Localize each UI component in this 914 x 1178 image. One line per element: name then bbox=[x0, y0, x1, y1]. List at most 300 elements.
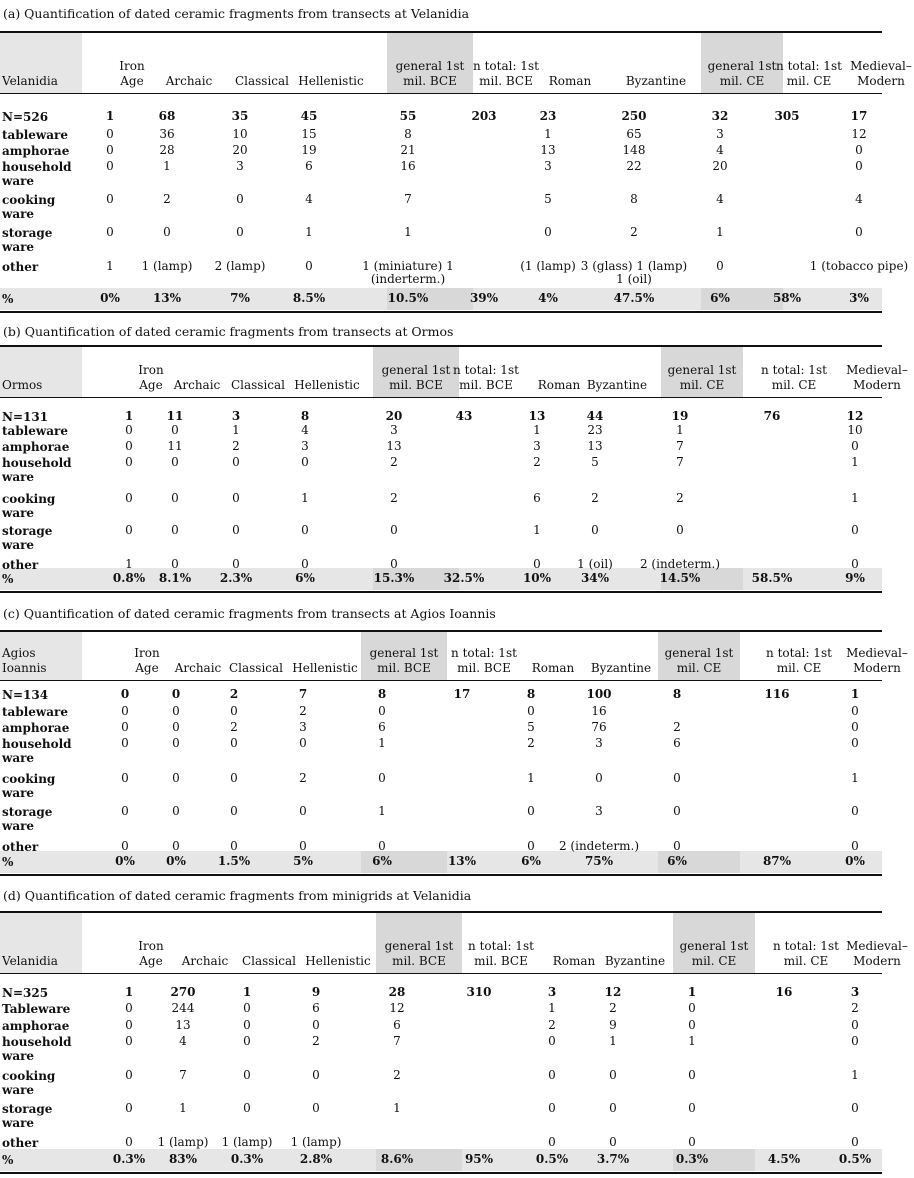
table-cell: 8.1% bbox=[158, 571, 192, 585]
table-cell: 2 bbox=[630, 225, 638, 239]
table-cell: 0 bbox=[591, 523, 599, 537]
row-label bbox=[2, 688, 48, 702]
column-header-label: Hellenistic bbox=[298, 74, 364, 88]
table-cell: 14.5% bbox=[659, 571, 701, 585]
table-cell: 7 bbox=[298, 687, 308, 701]
column-header bbox=[772, 33, 846, 89]
table-cell: 7 bbox=[393, 1034, 401, 1048]
column-header bbox=[162, 33, 216, 89]
row-label-text: % bbox=[2, 292, 14, 306]
table-cell: 0 bbox=[125, 523, 133, 537]
table-cell: 0 bbox=[533, 557, 541, 571]
column-header bbox=[290, 632, 360, 676]
table-cell: 1 bbox=[687, 985, 697, 999]
row-label bbox=[2, 558, 38, 572]
column-header bbox=[2, 33, 82, 89]
table-cell: 1 (oil) bbox=[577, 557, 613, 571]
row-label-text: Tableware bbox=[2, 1002, 71, 1016]
column-header bbox=[2, 347, 82, 393]
table-cell: 0 bbox=[125, 1101, 133, 1115]
table-cell: 0.5% bbox=[838, 1152, 872, 1166]
table-cell: 0 bbox=[688, 1001, 696, 1015]
column-header-label: Medieval–Modern bbox=[846, 939, 908, 968]
table-cell: 1 bbox=[850, 687, 860, 701]
table-cell: 15 bbox=[301, 127, 317, 141]
table-cell: 305 bbox=[774, 109, 800, 123]
table-cell: 1 bbox=[242, 985, 252, 999]
table-cell: 0 bbox=[171, 523, 179, 537]
table-cell: 0 bbox=[243, 1034, 251, 1048]
table-cell: 13 bbox=[175, 1018, 191, 1032]
column-header-label: n total: 1st mil. BCE bbox=[451, 646, 517, 675]
table-cell: 3.7% bbox=[596, 1152, 630, 1166]
table-cell: 0 bbox=[106, 143, 114, 157]
table-cell: 8 bbox=[526, 687, 536, 701]
table-cell: 0 bbox=[232, 491, 240, 505]
column-header bbox=[762, 632, 836, 676]
table-cell: 7% bbox=[230, 291, 250, 305]
table-cell: 0 bbox=[390, 557, 398, 571]
table-cell: 3 bbox=[595, 736, 603, 750]
table-cell: 6% bbox=[521, 854, 541, 868]
column-header bbox=[228, 347, 288, 393]
column-header-label: Medieval–Modern bbox=[846, 363, 908, 392]
row-label bbox=[2, 572, 13, 586]
table-cell: 1 bbox=[404, 225, 412, 239]
column-header-label: Classical bbox=[230, 378, 286, 392]
column-header bbox=[464, 913, 538, 969]
table-cell: 5 bbox=[591, 455, 599, 469]
row-label bbox=[2, 456, 74, 484]
row-label bbox=[2, 855, 13, 869]
column-header bbox=[239, 913, 299, 969]
table-cell: 3 bbox=[544, 159, 552, 173]
table-cell: 10 bbox=[232, 127, 248, 141]
column-header bbox=[178, 913, 232, 969]
table-cell: 1 bbox=[851, 771, 859, 785]
table-cell: 1 bbox=[533, 523, 541, 537]
column-header-label: n total: 1st mil. BCE bbox=[453, 363, 519, 392]
table-cell: 4% bbox=[538, 291, 558, 305]
row-label-text: household ware bbox=[2, 1035, 72, 1063]
table-cell: 0 bbox=[548, 1068, 556, 1082]
row-label bbox=[2, 424, 68, 438]
table-cell: 0 bbox=[172, 839, 180, 853]
table-cell: 0 bbox=[121, 771, 129, 785]
table-cell: 11 bbox=[167, 439, 183, 453]
table-cell: 3 bbox=[231, 409, 241, 423]
table-cell: 8.5% bbox=[292, 291, 326, 305]
table-cell: 0 bbox=[673, 804, 681, 818]
table-cell: 12 bbox=[846, 409, 864, 423]
column-header-label: Medieval–Modern bbox=[850, 59, 912, 88]
table-section bbox=[0, 0, 912, 317]
table-cell: 20 bbox=[232, 143, 248, 157]
table-cell: 28 bbox=[159, 143, 175, 157]
table-cell: 4.5% bbox=[767, 1152, 801, 1166]
table-cell: 65 bbox=[626, 127, 642, 141]
table-cell: 1 bbox=[106, 259, 114, 273]
table-cell: 116 bbox=[764, 687, 790, 701]
row-label-text: cooking ware bbox=[2, 772, 56, 800]
table-cell: 0 bbox=[390, 523, 398, 537]
table-cell: 0 bbox=[855, 225, 863, 239]
column-header-label: Byzantine bbox=[625, 74, 687, 88]
row-label-text: storage ware bbox=[2, 524, 53, 552]
table-cell: 13% bbox=[447, 854, 477, 868]
table-cell: 3 bbox=[299, 720, 307, 734]
table-cell: 1 bbox=[609, 1034, 617, 1048]
table-cell: 0 bbox=[243, 1068, 251, 1082]
table-cell: 34% bbox=[580, 571, 610, 585]
table-cell: 0.3% bbox=[675, 1152, 709, 1166]
table-cell: 55 bbox=[399, 109, 417, 123]
column-header bbox=[844, 347, 910, 393]
table-cell: 0 bbox=[312, 1101, 320, 1115]
column-header bbox=[170, 347, 224, 393]
table-cell: 28 bbox=[388, 985, 406, 999]
table-cell: 0 bbox=[121, 804, 129, 818]
table-cell: 2 bbox=[232, 439, 240, 453]
table-cell: 0 bbox=[851, 1101, 859, 1115]
column-header bbox=[127, 632, 167, 676]
table-cell: 1 (lamp) bbox=[290, 1135, 342, 1149]
row-label-text: cooking ware bbox=[2, 193, 56, 221]
table-cell: 4 bbox=[855, 192, 863, 206]
table-cell: 0 bbox=[851, 704, 859, 718]
table-cell: 100 bbox=[586, 687, 612, 701]
table-cell: 45 bbox=[300, 109, 318, 123]
column-header bbox=[2, 632, 82, 676]
table-cell: 2 (indeterm.) bbox=[639, 557, 720, 571]
table-cell: 0 bbox=[232, 523, 240, 537]
table-bottom-rule bbox=[0, 1172, 882, 1174]
column-header-label: Iron Age bbox=[138, 363, 164, 392]
table-cell: 3 bbox=[716, 127, 724, 141]
table-cell: 0 bbox=[106, 127, 114, 141]
table-cell: 44 bbox=[586, 409, 604, 423]
table-cell: 23 bbox=[539, 109, 557, 123]
table-cell: 2 bbox=[299, 771, 307, 785]
table-cell: 0 bbox=[171, 491, 179, 505]
column-header bbox=[583, 347, 651, 393]
row-label-text: amphorae bbox=[2, 440, 70, 454]
row-label-text: N=526 bbox=[2, 110, 49, 124]
table-cell: 43 bbox=[455, 409, 473, 423]
table-cell: 36 bbox=[159, 127, 175, 141]
table-cell: 0 bbox=[609, 1101, 617, 1115]
table-bottom-rule bbox=[0, 311, 882, 313]
table-cell: 0 bbox=[172, 771, 180, 785]
table-cell: 19 bbox=[301, 143, 317, 157]
table-cell: 0 bbox=[312, 1068, 320, 1082]
table-cell: 17 bbox=[453, 687, 471, 701]
table-cell: 0 bbox=[172, 704, 180, 718]
row-label-text: household ware bbox=[2, 160, 72, 188]
table-cell: 0 bbox=[230, 771, 238, 785]
table-cell: 3% bbox=[849, 291, 869, 305]
column-header-label: n total: 1st mil. CE bbox=[773, 939, 839, 968]
table-cell: 20 bbox=[385, 409, 403, 423]
table-cell: 58% bbox=[772, 291, 802, 305]
table-cell: 0.3% bbox=[112, 1152, 146, 1166]
table-cell: 6% bbox=[372, 854, 392, 868]
column-header-label: general 1st mil. BCE bbox=[384, 939, 454, 968]
table-cell: 17 bbox=[850, 109, 868, 123]
column-header-label: Archaic bbox=[181, 954, 229, 968]
table-cell: 7 bbox=[404, 192, 412, 206]
row-label-text: amphorae bbox=[2, 1019, 70, 1033]
table-cell: 0 bbox=[595, 771, 603, 785]
table-cell: 0 bbox=[673, 839, 681, 853]
row-label-text: N=134 bbox=[2, 688, 49, 702]
table-cell: 32.5% bbox=[443, 571, 485, 585]
row-label-text: % bbox=[2, 1153, 14, 1167]
table-cell: 47.5% bbox=[613, 291, 655, 305]
table-cell: 0 bbox=[378, 839, 386, 853]
table-cell: 0 bbox=[125, 491, 133, 505]
table-cell: 0.5% bbox=[535, 1152, 569, 1166]
table-cell: 1 bbox=[305, 225, 313, 239]
row-label-text: storage ware bbox=[2, 226, 53, 254]
table-cell: 1 bbox=[125, 557, 133, 571]
header-rule bbox=[0, 397, 882, 398]
column-header-label: Archaic bbox=[174, 661, 222, 675]
table-cell: 0 bbox=[527, 804, 535, 818]
header-rule bbox=[0, 973, 882, 974]
table-cell: 3 bbox=[301, 439, 309, 453]
table-cell: 0 bbox=[312, 1018, 320, 1032]
table-cell: 1 bbox=[301, 491, 309, 505]
row-label-text: household ware bbox=[2, 737, 72, 765]
row-label-text: household ware bbox=[2, 456, 72, 484]
row-label-text: tableware bbox=[2, 128, 68, 142]
table-cell: 1 bbox=[533, 423, 541, 437]
table-cell: 0 bbox=[106, 225, 114, 239]
table-bottom-rule bbox=[0, 591, 882, 593]
table-cell: 270 bbox=[170, 985, 196, 999]
column-header bbox=[387, 33, 473, 89]
table-cell: 1 bbox=[548, 1001, 556, 1015]
table-cell: 2 bbox=[312, 1034, 320, 1048]
table-cell: 2 (lamp) bbox=[214, 259, 266, 273]
table-cell: 0 bbox=[125, 1034, 133, 1048]
column-header-label: n total: 1st mil. CE bbox=[761, 363, 827, 392]
column-header-label: Iron Age bbox=[119, 59, 145, 88]
table-cell: 1 bbox=[851, 491, 859, 505]
table-cell: 0 bbox=[171, 687, 181, 701]
table-cell: 0 bbox=[301, 455, 309, 469]
column-header-label: Hellenistic bbox=[294, 378, 360, 392]
table-cell: 0 bbox=[851, 439, 859, 453]
table-cell: 1 bbox=[179, 1101, 187, 1115]
table-cell: 0.3% bbox=[230, 1152, 264, 1166]
table-cell: 0 bbox=[232, 557, 240, 571]
column-header-label: Byzantine bbox=[604, 954, 666, 968]
table-cell: 1 (tobacco pipe) bbox=[809, 259, 909, 273]
table-cell: 0 bbox=[301, 523, 309, 537]
column-header-label: general 1st mil. BCE bbox=[369, 646, 439, 675]
table-cell: 0 bbox=[236, 225, 244, 239]
column-header bbox=[844, 913, 910, 969]
column-header bbox=[535, 347, 583, 393]
table-cell: 3 bbox=[390, 423, 398, 437]
table-cell: 13 bbox=[540, 143, 556, 157]
column-header bbox=[769, 913, 843, 969]
table-cell: 35 bbox=[231, 109, 249, 123]
column-header-label: Iron Age bbox=[138, 939, 164, 968]
table-cell: 2 bbox=[390, 455, 398, 469]
column-header bbox=[449, 347, 523, 393]
table-cell: 0 bbox=[548, 1034, 556, 1048]
row-label bbox=[2, 410, 48, 424]
table-cell: 1 (lamp) bbox=[221, 1135, 273, 1149]
table-cell: 6 bbox=[673, 736, 681, 750]
table-cell: 0 bbox=[125, 439, 133, 453]
table-cell: 6 bbox=[393, 1018, 401, 1032]
column-header-label: Roman bbox=[552, 954, 596, 968]
column-header bbox=[447, 632, 521, 676]
row-label bbox=[2, 1102, 74, 1130]
column-header-label: Classical bbox=[234, 74, 290, 88]
table-cell: 1 bbox=[676, 423, 684, 437]
table-cell: 10.5% bbox=[387, 291, 429, 305]
table-cell: 4 bbox=[305, 192, 313, 206]
table-cell: 0 bbox=[378, 704, 386, 718]
table-cell: 0 bbox=[676, 523, 684, 537]
table-cell: 2 (indeterm.) bbox=[558, 839, 639, 853]
column-header bbox=[232, 33, 292, 89]
row-label bbox=[2, 1153, 13, 1167]
table-cell: 75% bbox=[584, 854, 614, 868]
table-cell: 8.6% bbox=[380, 1152, 414, 1166]
table-cell: 0 bbox=[688, 1018, 696, 1032]
table-cell: 2 bbox=[229, 687, 239, 701]
column-header-label: Roman bbox=[531, 661, 575, 675]
table-cell: 6% bbox=[295, 571, 315, 585]
column-header bbox=[757, 347, 831, 393]
table-cell: 1 bbox=[105, 109, 115, 123]
table-cell: 0 bbox=[851, 1135, 859, 1149]
table-cell: 95% bbox=[464, 1152, 494, 1166]
table-cell: 2 bbox=[390, 491, 398, 505]
table-cell: 0 bbox=[378, 771, 386, 785]
table-cell: 0 bbox=[851, 523, 859, 537]
row-label-text: other bbox=[2, 840, 39, 854]
column-header bbox=[622, 33, 690, 89]
table-cell: 0 bbox=[688, 1135, 696, 1149]
table-cell: 68 bbox=[158, 109, 176, 123]
column-header-label: Ormos bbox=[2, 378, 43, 392]
column-header bbox=[529, 632, 577, 676]
row-label bbox=[2, 705, 68, 719]
table-cell: 0 bbox=[121, 736, 129, 750]
table-cell: 0 bbox=[230, 804, 238, 818]
table-cell: 203 bbox=[471, 109, 497, 123]
column-header bbox=[131, 913, 171, 969]
table-cell: 0 bbox=[125, 1068, 133, 1082]
table-cell: 2 bbox=[591, 491, 599, 505]
table-cell: 3 (glass) 1 (lamp) 1 (oil) bbox=[580, 259, 688, 286]
row-label-text: % bbox=[2, 572, 14, 586]
table-cell: 0 bbox=[171, 423, 179, 437]
table-cell: 13% bbox=[152, 291, 182, 305]
column-header bbox=[469, 33, 543, 89]
column-header-label: Hellenistic bbox=[305, 954, 371, 968]
table-cell: 83% bbox=[168, 1152, 198, 1166]
table-cell: 0 bbox=[172, 804, 180, 818]
table-cell: 0 bbox=[106, 192, 114, 206]
column-header bbox=[292, 347, 362, 393]
row-label bbox=[2, 1069, 74, 1097]
column-header-label: general 1st mil. CE bbox=[679, 939, 749, 968]
column-header-label: Classical bbox=[241, 954, 297, 968]
table-cell: 6 bbox=[312, 1001, 320, 1015]
table-cell: 11 bbox=[166, 409, 184, 423]
column-header-label: Archaic bbox=[173, 378, 221, 392]
table-cell: 2.8% bbox=[299, 1152, 333, 1166]
column-header bbox=[373, 347, 459, 393]
row-label bbox=[2, 721, 69, 735]
table-cell: 2 bbox=[230, 720, 238, 734]
column-header bbox=[848, 33, 914, 89]
table-cell: 0 bbox=[163, 225, 171, 239]
table-cell: 0 bbox=[243, 1001, 251, 1015]
table-cell: 5% bbox=[293, 854, 313, 868]
table-cell: 310 bbox=[466, 985, 492, 999]
column-header bbox=[844, 632, 910, 676]
table-cell: 16 bbox=[400, 159, 416, 173]
table-cell: 0 bbox=[851, 720, 859, 734]
table-cell: 8 bbox=[377, 687, 387, 701]
table-cell: 9 bbox=[609, 1018, 617, 1032]
table-cell: 12 bbox=[851, 127, 867, 141]
table-cell: 0 bbox=[609, 1068, 617, 1082]
row-label-text: cooking ware bbox=[2, 492, 56, 520]
table-cell: 1 bbox=[378, 804, 386, 818]
column-header bbox=[546, 33, 594, 89]
table-cell: 0 bbox=[851, 804, 859, 818]
table-cell: 7 bbox=[676, 455, 684, 469]
row-label-text: amphorae bbox=[2, 721, 70, 735]
table-cell: 0 bbox=[171, 455, 179, 469]
table-cell: 3 bbox=[547, 985, 557, 999]
row-label-text: other bbox=[2, 1136, 39, 1150]
row-label bbox=[2, 737, 74, 765]
column-header-label: Hellenistic bbox=[292, 661, 358, 675]
column-header bbox=[226, 632, 286, 676]
table-cell: 12 bbox=[389, 1001, 405, 1015]
row-label bbox=[2, 226, 74, 254]
row-label bbox=[2, 492, 74, 520]
row-label bbox=[2, 160, 74, 188]
column-header bbox=[131, 347, 171, 393]
row-label bbox=[2, 1136, 38, 1150]
row-label bbox=[2, 110, 48, 124]
row-label-text: N=131 bbox=[2, 410, 49, 424]
table-cell: 0 bbox=[106, 159, 114, 173]
table-cell: 0 bbox=[243, 1018, 251, 1032]
table-cell: 5 bbox=[544, 192, 552, 206]
table-cell: 3 bbox=[533, 439, 541, 453]
column-header-label: n total: 1st mil. BCE bbox=[468, 939, 534, 968]
row-label-text: amphorae bbox=[2, 144, 70, 158]
row-label-text: storage ware bbox=[2, 1102, 53, 1130]
table-cell: 0 bbox=[851, 1018, 859, 1032]
table-cell: 16 bbox=[775, 985, 793, 999]
column-header-label: general 1st mil. CE bbox=[667, 363, 737, 392]
column-header-label: general 1st mil. CE bbox=[664, 646, 734, 675]
